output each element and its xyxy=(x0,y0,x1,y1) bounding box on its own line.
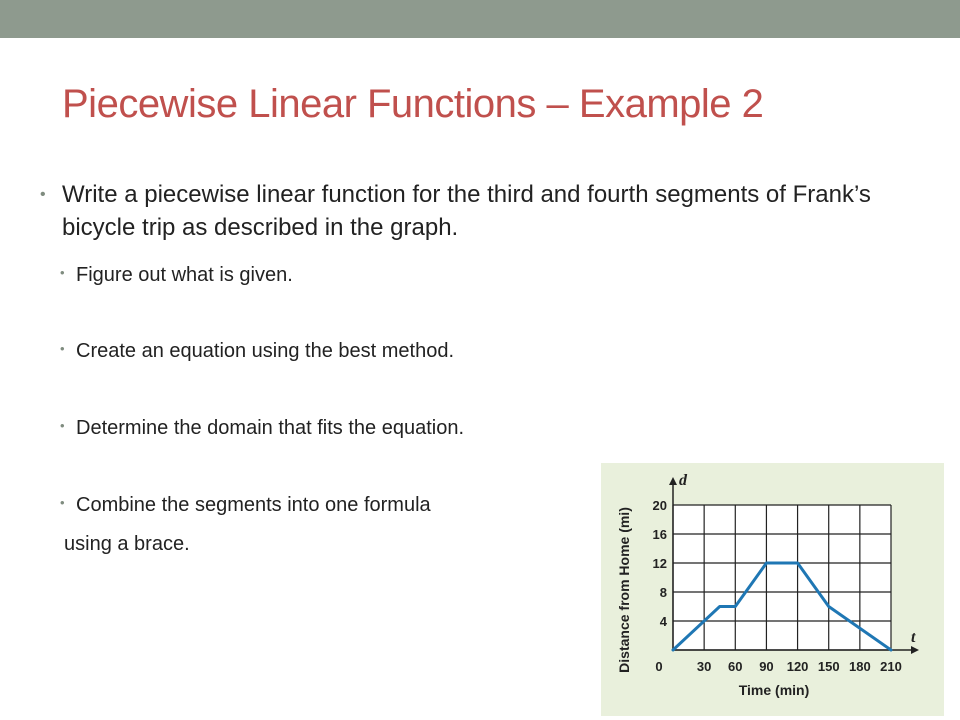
x-tick-label: 0 xyxy=(655,659,663,674)
x-tick-label: 210 xyxy=(880,659,902,674)
bullet-dot-icon: • xyxy=(60,418,65,433)
main-bullet-text: Write a piecewise linear function for the third and fourth segments of Frank’s bicycle trip as described in the graph. xyxy=(62,181,871,241)
y-axis-label: Distance from Home (mi) xyxy=(616,507,632,673)
x-tick-label: 180 xyxy=(849,659,871,674)
x-tick-label: 150 xyxy=(817,659,840,674)
x-tick-label: 90 xyxy=(759,659,774,674)
y-axis-arrow-icon xyxy=(669,477,677,485)
x-axis-arrow-icon xyxy=(911,646,919,654)
x-axis-label: Time (min) xyxy=(738,682,810,698)
x-tick-label: 30 xyxy=(696,659,712,674)
y-tick-label: 12 xyxy=(652,556,667,571)
x-axis-variable: t xyxy=(911,629,916,646)
sub-bullet-text: Figure out what is given. xyxy=(76,264,293,286)
x-tick-label: 120 xyxy=(786,659,809,674)
y-axis-variable: d xyxy=(679,472,687,489)
slide-title: Piecewise Linear Functions – Example 2 xyxy=(62,82,764,126)
bullet-dot-icon: • xyxy=(40,186,46,203)
bullet-dot-icon: • xyxy=(60,265,65,280)
y-tick-label: 16 xyxy=(652,527,667,542)
sub-bullet-text: Create an equation using the best method. xyxy=(76,340,455,362)
sub-bullet xyxy=(60,340,455,363)
x-tick-label: 60 xyxy=(728,659,743,674)
sub-bullet-text: Combine the segments into one formula xyxy=(76,494,431,516)
y-tick-label: 4 xyxy=(659,614,667,629)
bullet-dot-icon: • xyxy=(60,341,65,356)
y-tick-label: 20 xyxy=(652,498,667,513)
sub-bullet xyxy=(60,494,431,517)
sub-bullet-text: Determine the domain that fits the equation. xyxy=(76,417,465,439)
chart-svg xyxy=(601,463,944,716)
sub-bullet xyxy=(60,417,465,440)
distance-time-graph xyxy=(601,463,944,716)
bullet-dot-icon: • xyxy=(60,495,65,510)
main-bullet xyxy=(40,178,902,244)
sub-bullet-continuation: using a brace. xyxy=(64,533,190,555)
y-tick-label: 8 xyxy=(659,585,667,600)
sub-bullet xyxy=(60,264,293,287)
top-accent-bar xyxy=(0,0,960,38)
